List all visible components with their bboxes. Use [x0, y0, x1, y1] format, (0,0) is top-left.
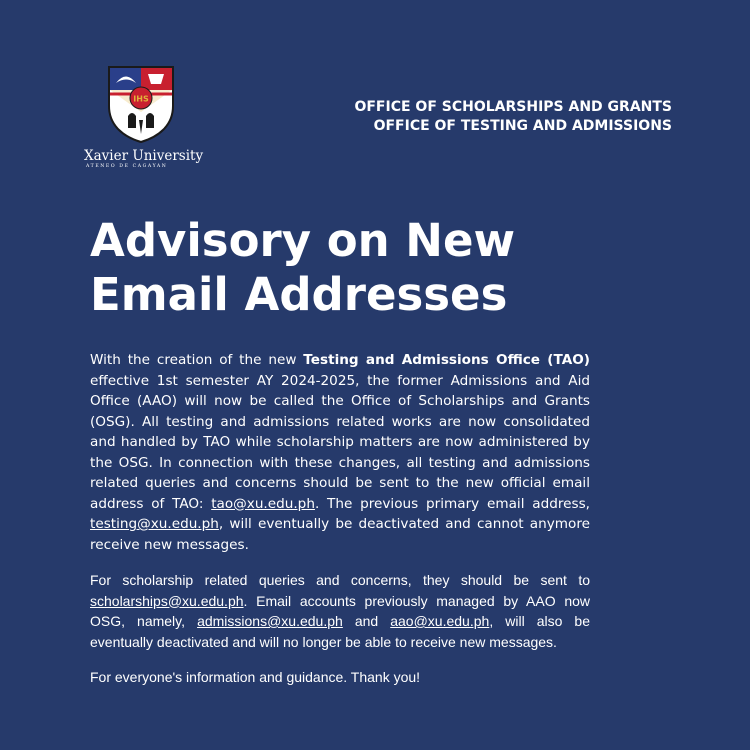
p1-text-2: effective 1st semester AY 2024-2025, the former Admissions and Aid Office (AAO) will now be called the Office of Scholarships and Grants (OSG). All testing and admissions related works are now consolidated and handled by TAO while scholarship matters are now administered by the OSG. In connection with these changes, all testing and admissions related queries and concerns should be sent to the new official email address of TAO:: [90, 372, 590, 512]
p1-text-4: , will eventually be deactivated and cannot anymore receive new messages.: [90, 516, 590, 553]
university-subtitle: ATENEO DE CAGAYAN: [86, 164, 168, 169]
office-testing: OFFICE OF TESTING AND ADMISSIONS: [373, 118, 672, 134]
title-line-2: Email Addresses: [90, 268, 508, 321]
p1-text-1: With the creation of the new: [90, 352, 304, 368]
aao-email-link[interactable]: aao@xu.edu.ph: [390, 613, 490, 629]
p2-text-1: For scholarship related queries and concerns, they should be sent to: [90, 572, 590, 588]
paragraph-2: [90, 570, 590, 652]
paragraph-3: For everyone's information and guidance. Thank you!: [90, 669, 421, 685]
paragraph-1: [90, 350, 590, 555]
p2-text-2: . Email accounts previously managed by AAO now OSG, namely,: [90, 592, 590, 629]
title-line-1: Advisory on New: [90, 214, 516, 267]
p2-text-4: , will also be eventually deactivated and will no longer be able to receive new messages.: [90, 613, 590, 650]
tao-email-link[interactable]: tao@xu.edu.ph: [211, 495, 315, 512]
shield-monogram: IHS: [133, 94, 149, 104]
university-logo: [84, 64, 206, 169]
office-names: [354, 98, 672, 136]
scholarships-email-link[interactable]: scholarships@xu.edu.ph: [90, 592, 244, 609]
p1-bold: Testing and Admissions Office (TAO): [303, 352, 591, 368]
testing-email-link[interactable]: testing@xu.edu.ph: [90, 516, 219, 532]
p1-text-3: . The previous primary email address,: [314, 495, 590, 512]
admissions-email-link[interactable]: admissions@xu.edu.ph: [197, 613, 343, 629]
advisory-body: [90, 350, 590, 688]
university-shield-icon: [106, 64, 176, 144]
office-scholarships: OFFICE OF SCHOLARSHIPS AND GRANTS: [354, 99, 672, 115]
p2-text-3: and: [342, 613, 391, 629]
university-name: Xavier University: [84, 148, 204, 164]
page-title: [90, 214, 690, 322]
